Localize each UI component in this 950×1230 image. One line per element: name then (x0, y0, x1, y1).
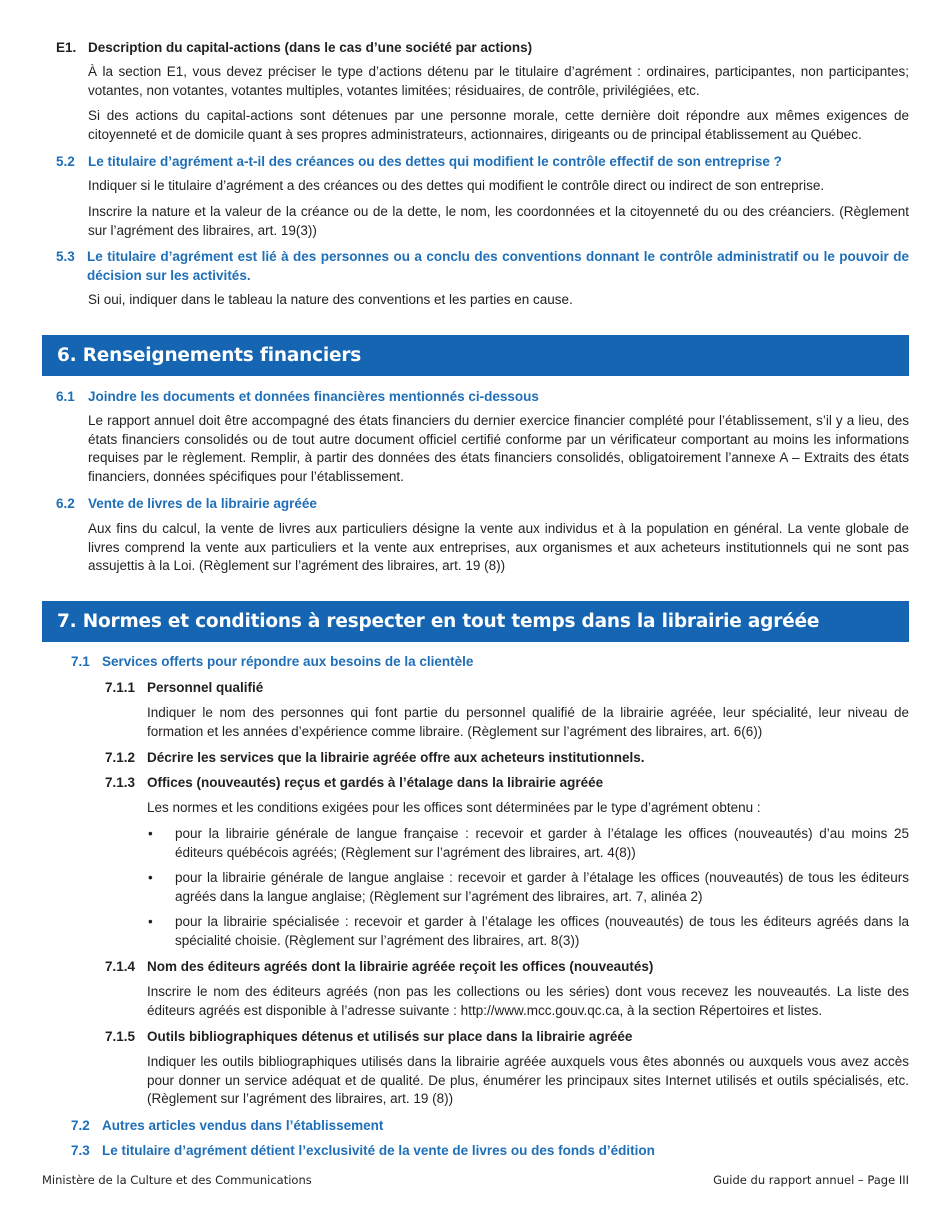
heading-7-1-1 (105, 678, 909, 697)
heading-number: 5.3 (56, 249, 75, 264)
heading-number: 7.1.2 (105, 750, 136, 765)
section-banner-7: 7. Normes et conditions à respecter en tout temps dans la librairie agréée (42, 601, 909, 642)
heading-title: Description du capital-actions (dans le cas d’une société par actions) (88, 40, 533, 55)
paragraph: Si oui, indiquer dans le tableau la nature des conventions et les parties en cause. (88, 292, 573, 307)
footer-page-label: Guide du rapport annuel – Page III (713, 1173, 909, 1187)
heading-number: 7.1.3 (105, 775, 136, 790)
heading-title: Le titulaire d’agrément détient l’exclusivité de la vente de livres ou des fonds d’édition (102, 1143, 655, 1158)
heading-title: Personnel qualifié (147, 680, 264, 695)
heading-number: 6.1 (56, 389, 75, 404)
heading-number: E1. (56, 40, 77, 55)
section-banner-6: 6. Renseignements financiers (42, 335, 909, 376)
paragraph: Indiquer si le titulaire d’agrément a des créances ou des dettes qui modifient le contrôle direct ou indirect de son entreprise. (88, 178, 825, 193)
heading-title: Outils bibliographiques détenus et utilisés sur place dans la librairie agréée (147, 1029, 633, 1044)
heading-7-3 (71, 1141, 909, 1160)
heading-number: 6.2 (56, 496, 75, 511)
bullet-marker: • (148, 914, 153, 929)
paragraph: Inscrire la nature et la valeur de la créance ou de la dette, le nom, les coordonnées et la citoyenneté du ou des créanciers. (Règlement sur l’agrément des libraires, art. 19(3)) (88, 204, 909, 238)
heading-7-1-4 (105, 957, 909, 976)
heading-title: Nom des éditeurs agréés dont la librairie agréée reçoit les offices (nouveautés) (147, 959, 654, 974)
paragraph: Indiquer les outils bibliographiques utilisés dans la librairie agréée auxquels vous êtes abonnés ou auxquels vous avez accès pour donner un service adéquat et de qualité. De plus, énumérer les principaux sites Internet utilisés et outils spécialisés, etc. (Règlement sur l’agrément des libraires, art. 19 (8)) (147, 1054, 909, 1106)
heading-number: 7.1.1 (105, 680, 136, 695)
footer-ministry: Ministère de la Culture et des Communications (42, 1173, 312, 1187)
heading-5-2 (56, 152, 909, 171)
heading-e1 (56, 38, 909, 57)
heading-title: Offices (nouveautés) reçus et gardés à l’étalage dans la librairie agréée (147, 775, 604, 790)
heading-number: 5.2 (56, 154, 75, 169)
paragraph: Aux fins du calcul, la vente de livres aux particuliers désigne la vente aux individus et à la population en général. La vente globale de livres comprend la vente aux particuliers et la vente aux entreprises, aux organismes et aux acheteurs institutionnels qui ne sont pas assujettis à la Loi. (Règlement sur l’agrément des libraires, art. 19 (8)) (88, 521, 909, 573)
bullet-marker: • (148, 870, 153, 885)
heading-title: Décrire les services que la librairie agréée offre aux acheteurs institutionnels. (147, 750, 645, 765)
heading-title: Autres articles vendus dans l’établissement (102, 1118, 384, 1133)
paragraph: Les normes et les conditions exigées pour les offices sont déterminées par le type d’agrément obtenu : (147, 800, 761, 815)
heading-number: 7.1.5 (105, 1029, 136, 1044)
heading-7-1-3 (105, 773, 909, 792)
heading-6-1 (56, 387, 909, 406)
heading-7-1-2 (105, 748, 909, 767)
heading-title: Vente de livres de la librairie agréée (88, 496, 317, 511)
heading-7-1 (71, 652, 909, 671)
paragraph: Indiquer le nom des personnes qui font partie du personnel qualifié de la librairie agréée, leur spécialité, leur niveau de formation et les années d’expérience comme libraire. (Règlement sur l’agrément des libraires, art. 6(6)) (147, 705, 909, 739)
heading-number: 7.3 (71, 1143, 90, 1158)
heading-title: Le titulaire d’agrément a-t-il des créances ou des dettes qui modifient le contrôle effectif de son entreprise ? (88, 154, 782, 169)
heading-title: Joindre les documents et données financières mentionnés ci-dessous (88, 389, 539, 404)
heading-number: 7.1.4 (105, 959, 136, 974)
heading-title: Le titulaire d’agrément est lié à des personnes ou a conclu des conventions donnant le contrôle administratif ou le pouvoir de décision sur les activités. (87, 249, 909, 283)
heading-6-2 (56, 494, 909, 513)
paragraph: Si des actions du capital-actions sont détenues par une personne morale, cette dernière doit répondre aux mêmes exigences de citoyenneté et de domicile quant à ses propres administrateurs, actionnaires, dirigeants ou de principal établissement au Québec. (88, 108, 909, 142)
bullet-item: pour la librairie générale de langue anglaise : recevoir et garder à l’étalage les offices (nouveautés) de tous les éditeurs agréés dans la langue anglaise; (Règlement sur l’agrément des libraires, art. 7, alinéa 2) (175, 870, 909, 904)
bullet-item: pour la librairie générale de langue française : recevoir et garder à l’étalage les offices (nouveautés) d’au moins 25 éditeurs québécois agréés; (Règlement sur l’agrément des libraires, art. 4(8)) (175, 826, 909, 860)
heading-number: 7.2 (71, 1118, 90, 1133)
heading-number: 7.1 (71, 654, 90, 669)
heading-7-2 (71, 1116, 909, 1135)
paragraph: À la section E1, vous devez préciser le type d’actions détenu par le titulaire d’agrément : ordinaires, participantes, non participantes; votantes, non votantes, votantes multiples, votantes limitées; résiduaires, de contrôle, privilégiées, etc. (88, 64, 909, 98)
bullet-item: pour la librairie spécialisée : recevoir et garder à l’étalage les offices (nouveautés) de tous les éditeurs agréés dans la spécialité choisie. (Règlement sur l’agrément des libraires, art. 8(3)) (175, 914, 909, 948)
heading-7-1-5 (105, 1027, 909, 1046)
paragraph: Inscrire le nom des éditeurs agréés (non pas les collections ou les séries) dont vous recevez les nouveautés. La liste des éditeurs agréés est disponible à l’adresse suivante : http://www.mcc.gouv.qc.ca, à la section Répertoires et listes. (147, 984, 909, 1018)
heading-title: Services offerts pour répondre aux besoins de la clientèle (102, 654, 474, 669)
paragraph: Le rapport annuel doit être accompagné des états financiers du dernier exercice financier complété pour l’établissement, s’il y a lieu, des états financiers consolidés ou de tout autre document officiel certifié conforme par un vérificateur comportant au moins les informations requises par le règlement. Remplir, à partir des données des états financiers consolidés, obligatoirement l’annexe A – Extraits des états financiers, données spécifiques pour l’établissement. (88, 413, 909, 484)
heading-5-3 (56, 247, 909, 285)
bullet-marker: • (148, 826, 153, 841)
